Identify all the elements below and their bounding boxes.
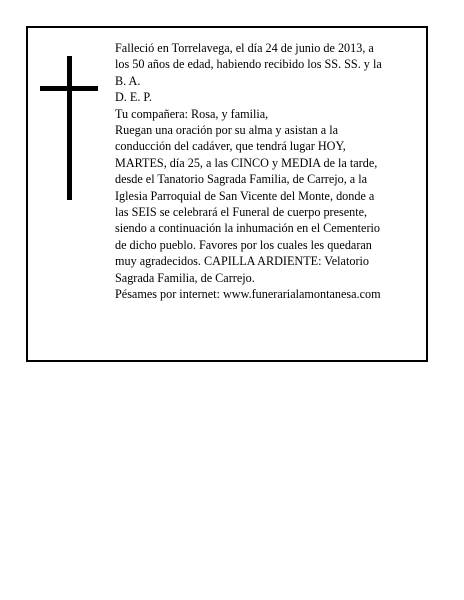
notice-line: Ruegan una oración por su alma y asistan a la (115, 123, 339, 138)
notice-line-website: Pésames por internet: www.funerarialamontanesa.com (115, 287, 381, 302)
cross-horizontal-bar (40, 86, 98, 91)
notice-line: Falleció en Torrelavega, el día 24 de junio de 2013, a (115, 41, 374, 55)
obituary-notice (26, 26, 428, 362)
obituary-text (115, 40, 417, 303)
notice-line: las SEIS se celebrará el Funeral de cuerpo presente, (115, 205, 368, 220)
notice-line-family: Tu compañera: Rosa, y familia, (115, 106, 269, 121)
latin-cross-icon (40, 56, 98, 200)
notice-line: de dicho pueblo. Favores por los cuales les quedaran (115, 237, 372, 252)
notice-line: B. A. (115, 73, 141, 88)
notice-line: Iglesia Parroquial de San Vicente del Monte, donde a (115, 188, 375, 203)
notice-line: los 50 años de edad, habiendo recibido los SS. SS. y la (115, 57, 382, 72)
notice-line: muy agradecidos. CAPILLA ARDIENTE: Velatorio (115, 254, 369, 269)
notice-line: desde el Tanatorio Sagrada Familia, de Carrejo, a la (115, 172, 368, 187)
cross-vertical-bar (67, 56, 72, 200)
notice-line: Sagrada Familia, de Carrejo. (115, 270, 255, 285)
notice-line: conducción del cadáver, que tendrá lugar HOY, (115, 139, 346, 154)
notice-line: MARTES, día 25, a las CINCO y MEDIA de la tarde, (115, 155, 378, 170)
notice-line: siendo a continuación la inhumación en el Cementerio (115, 221, 380, 236)
notice-line-rip: D. E. P. (115, 90, 152, 105)
